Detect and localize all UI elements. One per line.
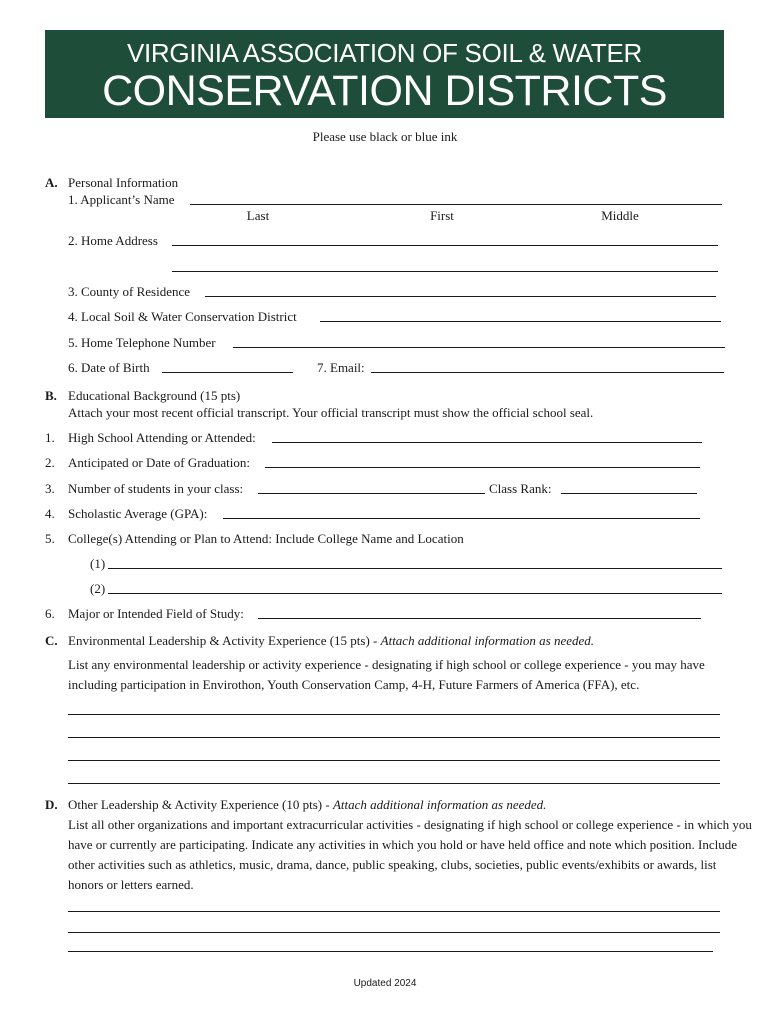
section-b-instruction: Attach your most recent official transcript. Your official transcript must show the official school seal. (68, 405, 594, 420)
name-middle-caption: Middle (601, 208, 639, 223)
gpa-field[interactable] (223, 518, 700, 519)
q3-number: 3. (45, 481, 55, 496)
header-banner (45, 30, 724, 118)
college-label: College(s) Attending or Plan to Attend: Include College Name and Location (68, 531, 464, 546)
section-d-line-3[interactable] (68, 951, 713, 952)
district-label: 4. Local Soil & Water Conservation District (68, 309, 297, 324)
major-field[interactable] (258, 618, 701, 619)
footer-updated: Updated 2024 (353, 978, 417, 989)
district-field[interactable] (320, 321, 721, 322)
section-c-line-1[interactable] (68, 714, 720, 715)
class-rank-label: Class Rank: (489, 481, 552, 496)
major-label: Major or Intended Field of Study: (68, 606, 244, 621)
q1-number: 1. (45, 430, 55, 445)
high-school-field[interactable] (272, 442, 702, 443)
section-d-line-1[interactable] (68, 911, 720, 912)
section-c-line-4[interactable] (68, 783, 720, 784)
name-last-caption: Last (246, 208, 270, 223)
name-first-caption: First (430, 208, 454, 223)
q2-number: 2. (45, 455, 55, 470)
class-rank-field[interactable] (561, 493, 697, 494)
college-1-field[interactable] (108, 568, 722, 569)
section-d-letter: D. (45, 797, 58, 812)
college-1-label: (1) (90, 556, 106, 571)
graduation-label: Anticipated or Date of Graduation: (68, 455, 250, 470)
q6-number: 6. (45, 606, 55, 621)
section-c-letter: C. (45, 633, 58, 648)
header-line-2: CONSERVATION DISTRICTS (102, 67, 667, 115)
section-c-line-2[interactable] (68, 737, 720, 738)
college-2-label: (2) (90, 581, 106, 596)
class-size-label: Number of students in your class: (68, 481, 244, 496)
gpa-label: Scholastic Average (GPA): (68, 506, 208, 521)
county-field[interactable] (205, 296, 716, 297)
county-label: 3. County of Residence (68, 284, 191, 299)
section-b-title: Educational Background (15 pts) (68, 388, 241, 403)
dob-field[interactable] (162, 372, 293, 373)
q5-number: 5. (45, 531, 55, 546)
applicant-name-label: 1. Applicant’s Name (68, 192, 175, 207)
high-school-label: High School Attending or Attended: (68, 430, 256, 445)
email-field[interactable] (371, 372, 724, 373)
section-a-letter: A. (45, 175, 58, 190)
phone-field[interactable] (233, 347, 725, 348)
section-b-letter: B. (45, 388, 57, 403)
q4-number: 4. (45, 506, 55, 521)
section-c-line-3[interactable] (68, 760, 720, 761)
college-2-field[interactable] (108, 593, 722, 594)
header-line-1: VIRGINIA ASSOCIATION OF SOIL & WATER (126, 38, 643, 68)
class-size-field[interactable] (258, 493, 485, 494)
section-d-line-2[interactable] (68, 932, 720, 933)
home-address-label: 2. Home Address (68, 233, 158, 248)
section-c-title: Environmental Leadership & Activity Experience (15 pts) - Attach additional information as needed. (68, 633, 595, 648)
graduation-field[interactable] (265, 467, 700, 468)
email-label: 7. Email: (317, 360, 365, 375)
ink-note: Please use black or blue ink (312, 129, 458, 144)
applicant-name-field[interactable] (190, 204, 722, 205)
section-c-text: List any environmental leadership or activity experience - designating if high school or college experience - you may have including participation in Envirothon, Youth Conservation Camp, 4-H, Future Farmers of America (FFA), etc. (68, 657, 705, 692)
phone-label: 5. Home Telephone Number (68, 335, 216, 350)
home-address-field-1[interactable] (172, 245, 718, 246)
home-address-field-2[interactable] (172, 271, 718, 272)
section-d-title: Other Leadership & Activity Experience (10 pts) - Attach additional information as needed. (68, 797, 547, 812)
section-a-title: Personal Information (68, 175, 179, 190)
section-d-text: List all other organizations and important extracurricular activities - designating if high school or college experience - in which you have or currently are participating. Indicate any activities in which you hold or have held office and note which position. Include other activities such as athletics, music, drama, dance, public speaking, clubs, societies, public events/exhibits or awards, list honors or letters earned. (68, 817, 752, 892)
dob-label: 6. Date of Birth (68, 360, 150, 375)
